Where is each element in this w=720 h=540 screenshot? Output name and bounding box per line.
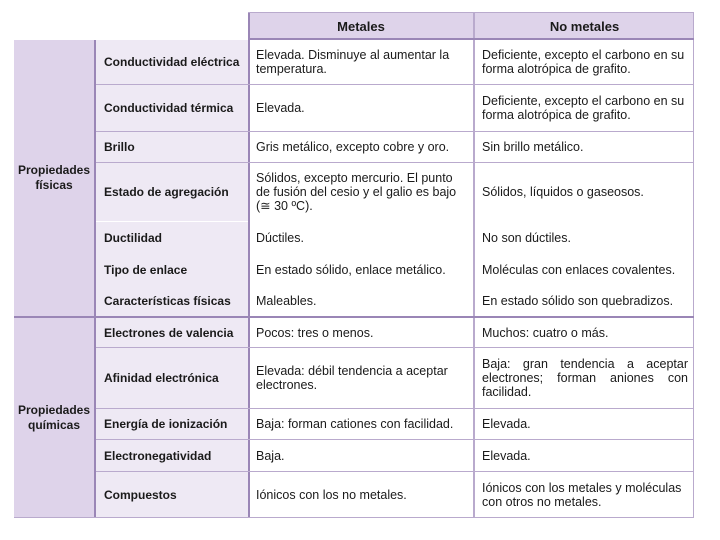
divider-col-prop [248,12,250,518]
metal-compuestos: Iónicos con los no metales. [249,472,473,518]
header-no-metales: No metales [475,12,694,40]
prop-caracteristicas-fisicas: Características físicas [96,285,248,316]
divider-row-3 [96,162,694,163]
prop-brillo: Brillo [96,132,248,162]
prop-electronegatividad: Electronegatividad [96,440,248,471]
divider-col-group [94,40,96,518]
metal-ductilidad: Dúctiles. [249,222,473,254]
divider-row-10 [96,439,694,440]
divider-row-1 [96,84,694,85]
nometal-estado-agregacion: Sólidos, líquidos o gaseosos. [475,163,694,221]
nometal-compuestos: Iónicos con los metales y moléculas con otros no metales. [475,472,694,518]
divider-right-edge [693,12,694,518]
metal-electrones-valencia: Pocos: tres o menos. [249,318,473,347]
group-fisicas: Propiedades físicas [14,40,94,316]
metal-tipo-enlace: En estado sólido, enlace metálico. [249,254,473,285]
divider-row-2 [96,131,694,132]
prop-electrones-valencia: Electrones de valencia [96,318,248,347]
metal-afinidad-electronica: Elevada: débil tendencia a aceptar electrones. [249,348,473,408]
divider-row-11 [96,471,694,472]
prop-afinidad-electronica: Afinidad electrónica [96,348,248,408]
prop-conductividad-electrica: Conductividad eléctrica [96,40,248,84]
metal-energia-ionizacion: Baja: forman cationes con facilidad. [249,409,473,439]
divider-bottom [14,517,694,518]
metal-electronegatividad: Baja. [249,440,473,471]
divider-row-9 [96,408,694,409]
divider-top [248,12,694,13]
nometal-ductilidad: No son dúctiles. [475,222,694,254]
prop-tipo-enlace: Tipo de enlace [96,254,248,285]
nometal-afinidad-electronica: Baja: gran tendencia a aceptar electrones; forman aniones con facilidad. [475,348,694,408]
nometal-energia-ionizacion: Elevada. [475,409,694,439]
divider-header [248,38,694,40]
nometal-electrones-valencia: Muchos: cuatro o más. [475,318,694,347]
metal-brillo: Gris metálico, excepto cobre y oro. [249,132,473,162]
prop-compuestos: Compuestos [96,472,248,518]
header-metales: Metales [249,12,473,40]
metal-estado-agregacion: Sólidos, excepto mercurio. El punto de fusión del cesio y el galio es bajo (≅ 30 ºC). [249,163,473,221]
group-quimicas: Propiedades químicas [14,318,94,518]
divider-groups [14,316,694,318]
properties-table [14,12,694,518]
divider-row-8 [96,347,694,348]
prop-estado-agregacion: Estado de agregación [96,163,248,221]
metal-caracteristicas-fisicas: Maleables. [249,285,473,316]
nometal-conductividad-termica: Deficiente, excepto el carbono en su forma alotrópica de grafito. [475,85,694,131]
nometal-electronegatividad: Elevada. [475,440,694,471]
nometal-tipo-enlace: Moléculas con enlaces covalentes. [475,254,694,285]
prop-conductividad-termica: Conductividad térmica [96,85,248,131]
metal-conductividad-electrica: Elevada. Disminuye al aumentar la temperatura. [249,40,473,84]
metal-conductividad-termica: Elevada. [249,85,473,131]
nometal-conductividad-electrica: Deficiente, excepto el carbono en su forma alotrópica de grafito. [475,40,694,84]
nometal-caracteristicas-fisicas: En estado sólido son quebradizos. [475,285,694,316]
prop-energia-ionizacion: Energía de ionización [96,409,248,439]
header-blank [14,12,248,38]
prop-ductilidad: Ductilidad [96,222,248,254]
divider-col-metal [473,12,475,518]
nometal-brillo: Sin brillo metálico. [475,132,694,162]
